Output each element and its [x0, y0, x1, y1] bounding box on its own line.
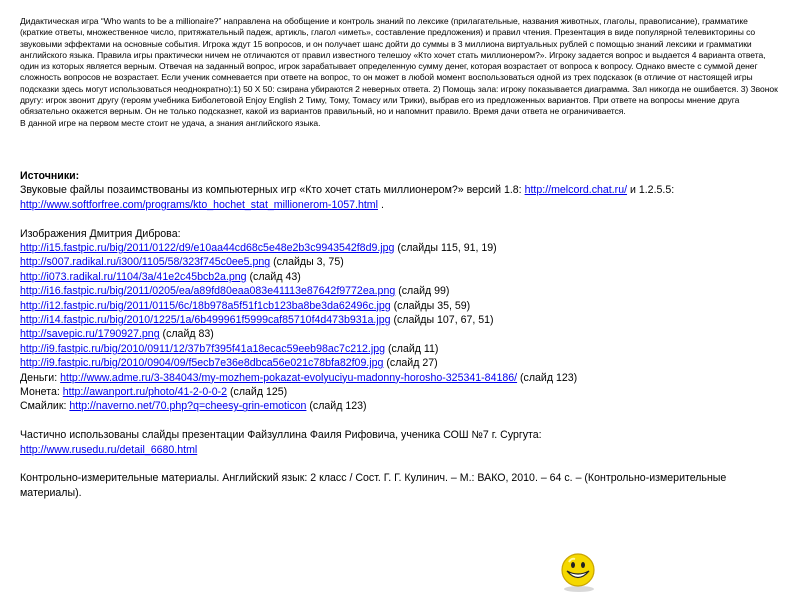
image-source-note: (слайд 27) — [386, 357, 438, 370]
image-source-note: (слайд 11) — [387, 342, 439, 355]
intro-conclusion: В данной игре на первом месте стоит не удача, а знания английского языка. — [20, 117, 321, 128]
smiley-icon — [556, 550, 600, 594]
sounds-source — [20, 183, 790, 212]
smiley-label: Смайлик: — [20, 400, 67, 413]
money-source — [20, 371, 790, 385]
image-source-note: (слайд 83) — [162, 328, 214, 341]
image-source-note: (слайды 115, 91, 19) — [397, 242, 497, 255]
image-source-link[interactable]: http://i9.fastpic.ru/big/2010/0911/12/37b7f395f41a18ecac59eeb98ac7c212.jpg — [20, 342, 385, 355]
image-source-note: (слайды 3, 75) — [273, 256, 344, 269]
image-source-list — [20, 241, 790, 371]
money-link[interactable]: http://www.adme.ru/3-384043/my-mozhem-pokazat-evolyuciyu-madonny-horosho-325341-84186/ — [60, 371, 518, 384]
image-source-note: (слайды 107, 67, 51) — [393, 314, 494, 327]
image-source-note: (слайд 99) — [398, 285, 450, 298]
money-label: Деньги: — [20, 371, 58, 384]
coin-link[interactable]: http://awanport.ru/photo/41-2-0-0-2 — [62, 386, 228, 399]
partial-link[interactable]: http://www.rusedu.ru/detail_6680.html — [20, 443, 198, 456]
coin-note: (слайд 125) — [230, 386, 288, 399]
sounds-suffix: . — [380, 198, 384, 211]
image-source-link[interactable]: http://i9.fastpic.ru/big/2010/0904/09/f5ecb7e36e8dbca56e021c78bfa82f09.jpg — [20, 357, 384, 370]
sounds-mid: и 1.2.5.5: — [629, 184, 675, 197]
image-source-item — [20, 270, 790, 284]
partial-link-line — [20, 443, 790, 457]
partial-credit: Частично использованы слайды презентации Файзуллина Фаиля Рифовича, ученика СОШ №7 г. Сургута: — [20, 429, 542, 442]
image-source-link[interactable]: http://i12.fastpic.ru/big/2011/0115/6c/18b978a5f51f1cb123ba8be3da62496c.jpg — [20, 299, 391, 312]
coin-label: Монета: — [20, 386, 60, 399]
image-source-item — [20, 327, 790, 341]
intro-text — [20, 16, 780, 129]
image-source-note: (слайд 43) — [249, 270, 301, 283]
spacer — [20, 414, 790, 428]
image-source-link[interactable]: http://s007.radikal.ru/i300/1105/58/323f745c0ee5.png — [20, 256, 271, 269]
intro-paragraph: Дидактическая игра “Who wants to be a millionaire?” направлена на обобщение и контроль знаний по лексике (прилагательные, названия животных, глаголы, правописание), грамматике (краткие ответы, множественное число, притяжательный падеж, артикль, глагол «иметь», составление предложения) и правил чтения. Презентация в виде популярной телевикторины со звуковыми эффектами на основные события. Игрока ждут 15 вопросов, и он получает шанс дойти до суммы в 3 миллиона виртуальных рублей с помощью знаний лексики и грамматики английского языка. Правила игры практически ничем не отличаются от правил известного телешоу «Кто хочет стать миллионером?». Игроку задается вопрос и выдается 4 варианта ответа, один из которых является верным. Отвечая на заданный вопрос, игрок зарабатывает определенную сумму денег, которая возрастает от вопроса к вопросу. Однако вместе с суммой денег сложность вопросов не возрастает. Если ученик сомневается при ответе на вопрос, то он может в любой момент воспользоваться одной из трех подсказок (в отличие от настоящей игры подсказки здесь могут использоваться неоднократно):1) 50 Х 50: сзирана убираются 2 неверных ответа. 2) Помощь зала: игроку показывается диаграмма. Зал никогда не ошибается. 3) Звонок другу: игрок звонит другу (героям учебника Биболетовой Enjoy English 2 Тиму, Тому, Томасу или Трики), выбрав его из предложенных вариантов. При ответе на вопросы мнение друга обязательно окажется верным. Он не только подсказнет, какой из вариантов правильный, но и напомнит правило. Время дачи ответа не ограничивается. — [20, 16, 778, 117]
coin-source — [20, 385, 790, 399]
image-source-item — [20, 241, 790, 255]
sounds-link-1[interactable]: http://melcord.chat.ru/ — [524, 184, 628, 197]
image-source-item — [20, 313, 790, 327]
image-source-link[interactable]: http://i073.radikal.ru/1104/3a/41e2c45bcb2a.png — [20, 270, 247, 283]
sounds-link-2[interactable]: http://www.softforfree.com/programs/kto_hochet_stat_millionerom-1057.html — [20, 198, 378, 211]
spacer — [20, 212, 790, 226]
sources-section — [20, 169, 790, 500]
smiley-note: (слайд 123) — [309, 400, 367, 413]
image-source-item — [20, 356, 790, 370]
images-heading: Изображения Дмитрия Диброва: — [20, 227, 181, 240]
image-source-link[interactable]: http://savepic.ru/1790927.png — [20, 328, 160, 341]
image-source-item — [20, 342, 790, 356]
smiley-source — [20, 399, 790, 413]
sounds-prefix: Звуковые файлы позаимствованы из компьютерных игр «Кто хочет стать миллионером?» версий 1.8: — [20, 184, 522, 197]
image-source-link[interactable]: http://i15.fastpic.ru/big/2011/0122/d9/e10aa44cd68c5e48e2b3c9943542f8d9.jpg — [20, 242, 395, 255]
money-note: (слайд 123) — [520, 371, 578, 384]
image-source-item — [20, 284, 790, 298]
image-source-item — [20, 299, 790, 313]
image-source-item — [20, 255, 790, 269]
image-source-link[interactable]: http://i16.fastpic.ru/big/2011/0205/ea/a89fd80eaa083e41113e87642f9772ea.png — [20, 285, 396, 298]
smiley-link[interactable]: http://naverno.net/70.php?q=cheesy-grin-emoticon — [69, 400, 307, 413]
image-source-link[interactable]: http://i14.fastpic.ru/big/2010/1225/1a/6b499961f5999caf85710f4d473b931a.jpg — [20, 314, 391, 327]
image-source-note: (слайды 35, 59) — [393, 299, 471, 312]
sources-heading: Источники: — [20, 170, 80, 182]
citation: Контрольно-измерительные материалы. Английский язык: 2 класс / Сост. Г. Г. Кулинич. – М.: ВАКО, 2010. – 64 с. – (Контрольно-измерительные материалы). — [20, 472, 727, 499]
spacer — [20, 457, 790, 471]
